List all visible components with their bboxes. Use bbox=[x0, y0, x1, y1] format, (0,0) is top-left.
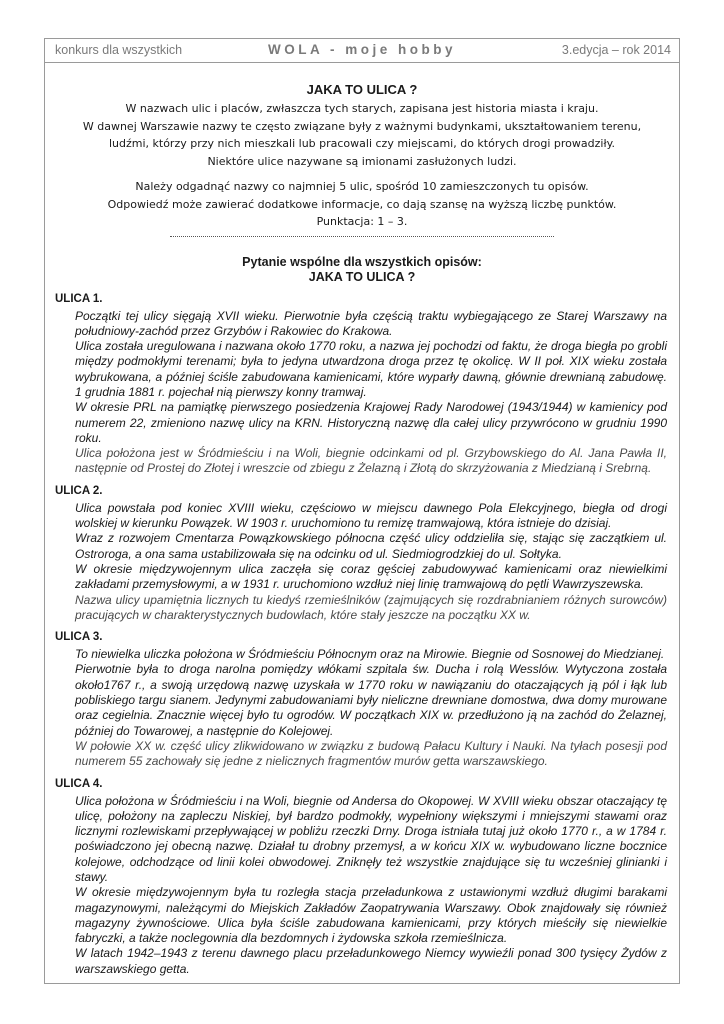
location-paragraph: Ulica położona jest w Śródmieściu i na Woli, biegnie odcinkami od pl. Grzybowskiego do Al. Jana Pawła II, następnie od Prostej do Złotej i wreszcie od zbiegu z Żelazną i Złotą do skrzyżowania z Miedzianą i Srebrną. bbox=[75, 446, 667, 476]
intro-line: Niektóre ulice nazywane są imionami zasłużonych ludzi. bbox=[207, 154, 517, 168]
description-paragraph: W latach 1942–1943 z terenu dawnego placu przeładunkowego Niemcy wywieźli ponad 300 tysięcy Żydów z warszawskiego getta. bbox=[75, 946, 667, 976]
street-section-3 bbox=[45, 629, 679, 769]
description-paragraph: W okresie międzywojennym ulica zaczęła się coraz gęściej zabudowywać kamienicami oraz niewielkimi zakładami przemysłowymi, a w 1931 r. uruchomiono wzdłuż niej linię tramwajową do pętli Wawrzyszewska. bbox=[75, 561, 667, 592]
intro-line: ludźmi, którzy przy nich mieszkali lub pracowali czy miejscami, do których drogi prowadziły. bbox=[108, 137, 616, 150]
street-heading: ULICA 2. bbox=[55, 484, 103, 497]
intro-section bbox=[45, 100, 679, 170]
street-description bbox=[75, 794, 667, 978]
page-content bbox=[45, 63, 679, 977]
description-paragraph: Pierwotnie była to droga narolna pomiędzy włókami szpitala św. Ducha i rolą Wesslów. Wytyczona została około1767 r., a swoją urzędową nazwę uzyskała w 1770 roku w nawiązaniu do otaczających ją pól i łąk lub pobliskiego targu sianem. Jedynymi zabudowaniami były nieliczne drewniane domostwa, dwa domy murowane oraz cegielnia. Znacznie więcej było tu ogrodów. W początkach XIX w. przedłużono ją na zachód do Żelaznej, później do Towarowej, a następnie do Kolejowej. bbox=[75, 662, 667, 738]
street-description bbox=[75, 647, 667, 769]
description-paragraph: W okresie PRL na pamiątkę pierwszego posiedzenia Krajowej Rady Narodowej (1943/1944) w kamienicy pod numerem 22, zmieniono nazwę ulicy na KRN. Historyczną nazwę dla całej ulicy przywrócono w grudniu 1990 roku. bbox=[75, 400, 667, 445]
street-section-1 bbox=[45, 291, 679, 477]
page-header bbox=[45, 39, 679, 63]
description-paragraph: Początki tej ulicy sięgają XVII wieku. Pierwotnie była częścią traktu wybiegającego ze Starej Warszawy na południowy-zachód przez Grzybów i Rakowiec do Krakowa. bbox=[75, 308, 667, 338]
rules-section bbox=[45, 178, 679, 231]
street-section-4 bbox=[45, 776, 679, 978]
street-description bbox=[75, 309, 667, 477]
question-text: JAKA TO ULICA ? bbox=[308, 269, 416, 284]
description-paragraph: Wraz z rozwojem Cmentarza Powązkowskiego północna część ulicy oddzieliła się, stając się zaczątkiem ul. Ostroroga, a ona sama ustabilizowała się na odcinku od ul. Siedmiogrodzkiej do ul. Sołtyka. bbox=[75, 531, 667, 561]
page-frame bbox=[44, 38, 680, 984]
scoring-line: Punktacja: 1 – 3. bbox=[316, 215, 408, 228]
header-contest-label: konkurs dla wszystkich bbox=[55, 43, 183, 57]
description-paragraph: To niewielka uliczka położona w Śródmieściu Północnym oraz na Mirowie. Biegnie od Sosnowej do Miedzianej. bbox=[75, 647, 665, 662]
street-heading: ULICA 4. bbox=[55, 777, 103, 790]
rules-line: Odpowiedź może zawierać dodatkowe informacje, co dają szansę na wyższą liczbę punktów. bbox=[107, 197, 617, 211]
street-description bbox=[75, 501, 667, 623]
description-paragraph: Ulica powstała pod koniec XVIII wieku, częściowo w miejscu dawnego Pola Elekcyjnego, biegła od drogi wolskiej w kierunku Powązek. W 1903 r. uruchomiono tu remizę tramwajową, która istnieje do dzisiaj. bbox=[75, 500, 667, 531]
question-intro: Pytanie wspólne dla wszystkich opisów: bbox=[242, 254, 482, 269]
street-heading: ULICA 1. bbox=[55, 292, 103, 305]
street-heading: ULICA 3. bbox=[55, 631, 103, 644]
street-section-2 bbox=[45, 483, 679, 623]
description-paragraph: W połowie XX w. część ulicy zlikwidowano w związku z budową Pałacu Kultury i Nauki. Na tyłach posesji pod numerem 55 zachowały się jedne z nielicznych fragmentów murów getta warszawskiego. bbox=[75, 738, 667, 769]
document-title: JAKA TO ULICA ? bbox=[306, 82, 418, 97]
description-paragraph: Nazwa ulicy upamiętnia licznych tu kiedyś rzemieślników (zajmujących się rozdrabnianiem różnych surowców) pracujących w charakterystycznych budowlach, które stały jeszcze na początku XX w. bbox=[75, 592, 667, 622]
intro-line: W dawnej Warszawie nazwy te często związane były z ważnymi budynkami, ukształtowaniem terenu, bbox=[82, 119, 642, 133]
dotted-divider bbox=[170, 236, 554, 237]
rules-line: Należy odgadnąć nazwy co najmniej 5 ulic, spośród 10 zamieszczonych tu opisów. bbox=[135, 180, 589, 193]
header-title: WOLA - moje hobby bbox=[268, 42, 456, 57]
description-paragraph: Ulica położona w Śródmieściu i na Woli, biegnie od Andersa do Okopowej. W XVIII wieku obszar otaczający tę ulicę, położony na zapleczu Niskiej, był bardzo podmokły, wypełniony większymi i mniejszymi stawami oraz licznymi rozlewiskami przepływającej w pobliżu rzeczki Drny. Droga istniała tutaj już około 1770 r., a w 1784 r. poświadczono jej obecną nazwę. Działał tu drobny przemysł, a w końcu XIX w. wybudowano liczne bocznice kolejowe, odchodzące od linii kolei obwodowej. Zniknęły też wszystkie znajdujące się tu wcześniej glinianki i stawy. bbox=[75, 793, 667, 884]
description-paragraph: W okresie międzywojennym była tu rozległa stacja przeładunkowa z ustawionymi wzdłuż długimi barakami magazynowymi, należącymi do Miejskich Zakładów Zaopatrywania Warszawy. Obok znajdowały się również magazyny żywnościowe. Ulica była ściśle zabudowana kamienicami, przy których mieściły się niewielkie fabryczki, a także noclegownia dla bezdomnych i żydowska szkoła rzemieślnicza. bbox=[75, 885, 667, 946]
description-paragraph: Ulica została uregulowana i nazwana około 1770 roku, a nazwa jej pochodzi od faktu, że droga biegła po grobli między podmokłymi terenami; była to jedyna utwardzona droga przez tę okolicę. W II poł. XIX wieku została wybrukowana, a później ściśle zabudowana kamienicami, które wyparły dawną, głównie drewnianą zabudowę. 1 grudnia 1881 r. pojechał nią pierwszy konny tramwaj. bbox=[75, 339, 667, 399]
common-question bbox=[45, 255, 679, 285]
header-edition: 3.edycja – rok 2014 bbox=[561, 43, 671, 57]
intro-line: W nazwach ulic i placów, zwłaszcza tych starych, zapisana jest historia miasta i kraju. bbox=[125, 102, 599, 115]
